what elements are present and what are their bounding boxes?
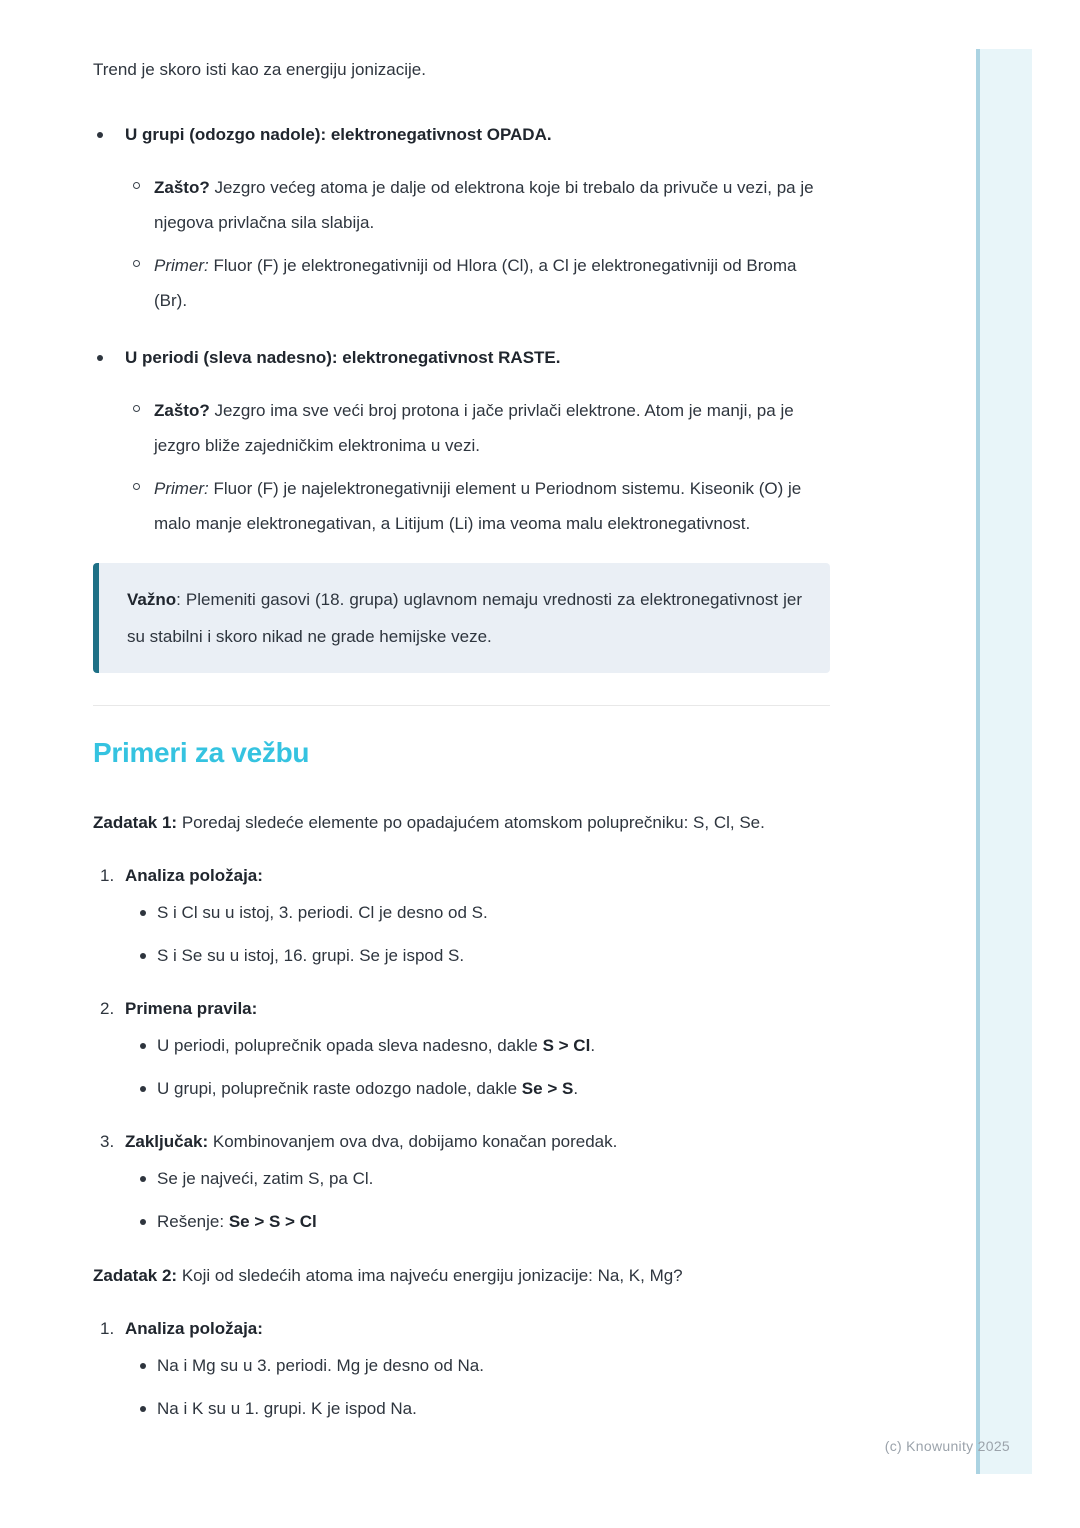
bullet-dot-icon (140, 1086, 146, 1092)
list-item (140, 895, 830, 930)
list-item (140, 1161, 830, 1196)
step-label: Zaključak: Kombinovanjem ova dva, dobijamo konačan poredak. (125, 1132, 618, 1151)
bullet-dot-icon (140, 1219, 146, 1225)
list-item (140, 938, 830, 973)
bullet-dot-icon (140, 910, 146, 916)
intro-paragraph: Trend je skoro isti kao za energiju jonizacije. (93, 60, 426, 79)
step-point: U periodi, poluprečnik opada sleva nadesno, dakle S > Cl. (157, 1036, 596, 1055)
bullet-dot-icon (140, 1176, 146, 1182)
section-heading: Primeri za vežbu (93, 737, 310, 768)
page-edge-stripe (976, 49, 1032, 1474)
step-item (93, 991, 830, 1106)
step-number: 1. (100, 866, 115, 885)
step-label: Analiza položaja: (125, 866, 263, 885)
bullet-dot-icon (97, 132, 103, 138)
list-item (125, 248, 830, 318)
document-content (93, 52, 830, 1444)
list-item (125, 393, 830, 463)
bullet-dot-icon (97, 355, 103, 361)
list-item (140, 1391, 830, 1426)
list-item (125, 471, 830, 541)
task1-steps (93, 858, 830, 1239)
step-point: Na i Mg su u 3. periodi. Mg je desno od Na. (157, 1356, 484, 1375)
task2-intro: Zadatak 2: Koji od sledećih atoma ima najveću energiju jonizacije: Na, K, Mg? (93, 1266, 683, 1285)
step-point: Se je najveći, zatim S, pa Cl. (157, 1169, 374, 1188)
period-rule-sublist (125, 393, 830, 541)
callout-text: Važno: Plemeniti gasovi (18. grupa) uglavnom nemaju vrednosti za elektronegativnost jer su stabilni i skoro nikad ne grade hemijske veze. (127, 590, 802, 646)
bullet-circle-icon (133, 405, 140, 412)
section-divider (93, 705, 830, 706)
step-item (93, 1311, 830, 1426)
step-number: 2. (100, 999, 115, 1018)
group-rule-sublist (125, 170, 830, 318)
bullet-dot-icon (140, 1363, 146, 1369)
step-point: Rešenje: Se > S > Cl (157, 1212, 317, 1231)
trend-rules-list (93, 117, 830, 549)
step-number: 1. (100, 1319, 115, 1338)
task1-intro: Zadatak 1: Poredaj sledeće elemente po opadajućem atomskom poluprečniku: S, Cl, Se. (93, 813, 765, 832)
group-rule-why: Zašto? Jezgro većeg atoma je dalje od elektrona koje bi trebalo da privuče u vezi, pa je njegova privlačna sila slabija. (154, 178, 814, 232)
list-item (140, 1204, 830, 1239)
step-point: U grupi, poluprečnik raste odozgo nadole, dakle Se > S. (157, 1079, 579, 1098)
period-rule-example: Primer: Fluor (F) je najelektronegativniji element u Periodnom sistemu. Kiseonik (O) je malo manje elektronegativan, a Litijum (Li) ima veoma malu elektronegativnost. (154, 479, 802, 533)
list-item (93, 117, 830, 326)
step-point: Na i K su u 1. grupi. K je ispod Na. (157, 1399, 417, 1418)
step-item (93, 1124, 830, 1239)
step-label: Primena pravila: (125, 999, 258, 1018)
list-item (93, 340, 830, 549)
task2-steps (93, 1311, 830, 1426)
bullet-circle-icon (133, 182, 140, 189)
watermark: (c) Knowunity 2025 (884, 1438, 1010, 1454)
bullet-dot-icon (140, 1406, 146, 1412)
period-rule-why: Zašto? Jezgro ima sve veći broj protona i jače privlači elektrone. Atom je manji, pa je jezgro bliže zajedničkim elektronima u vezi. (154, 401, 794, 455)
bullet-dot-icon (140, 953, 146, 959)
step-number: 3. (100, 1132, 115, 1151)
bullet-dot-icon (140, 1043, 146, 1049)
group-rule-example: Primer: Fluor (F) je elektronegativniji od Hlora (Cl), a Cl je elektronegativniji od Broma (Br). (154, 256, 797, 310)
period-rule-title: U periodi (sleva nadesno): elektronegativnost RASTE. (125, 348, 561, 367)
step-point: S i Cl su u istoj, 3. periodi. Cl je desno od S. (157, 903, 488, 922)
bullet-circle-icon (133, 483, 140, 490)
important-callout (93, 563, 830, 673)
bullet-circle-icon (133, 260, 140, 267)
list-item (140, 1071, 830, 1106)
group-rule-title: U grupi (odozgo nadole): elektronegativnost OPADA. (125, 125, 552, 144)
step-label: Analiza položaja: (125, 1319, 263, 1338)
list-item (140, 1348, 830, 1383)
step-point: S i Se su u istoj, 16. grupi. Se je ispod S. (157, 946, 465, 965)
list-item (125, 170, 830, 240)
list-item (140, 1028, 830, 1063)
step-item (93, 858, 830, 973)
